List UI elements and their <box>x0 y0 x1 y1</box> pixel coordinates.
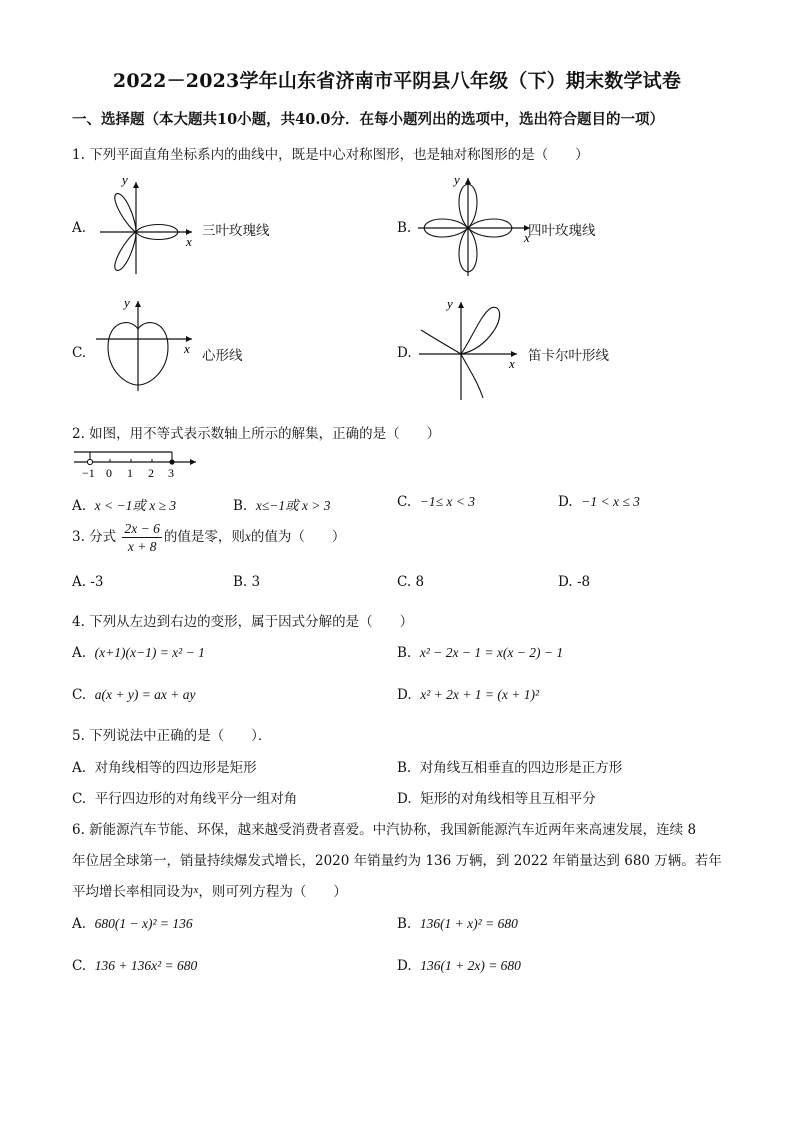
q4-option-c-text: a(x + y) = ax + ay <box>94 687 196 702</box>
question-3-stem <box>72 520 345 555</box>
q2-option-b-letter: B. <box>233 498 248 514</box>
q4-option-d-letter: D. <box>397 687 412 703</box>
q3-option-b-text: 3 <box>251 574 261 590</box>
q4-option-c-letter: C. <box>72 687 87 703</box>
q5-option-a-letter: A. <box>72 760 87 776</box>
q6-option-b-text: 136(1 + x)² = 680 <box>419 916 518 931</box>
q3-option-a-letter: A. <box>72 574 87 590</box>
q5-option-d-text: 矩形的对角线相等且互相平分 <box>420 791 596 807</box>
question-4-stem: 4. 下列从左边到右边的变形，属于因式分解的是（ ） <box>72 614 414 630</box>
q2-option-c-letter: C. <box>397 494 412 510</box>
q4-option-a-letter: A. <box>72 645 87 661</box>
tick-label-2: 2 <box>148 466 154 480</box>
q6-option-c-text: 136 + 136x² = 680 <box>94 958 198 973</box>
section-heading: 一、选择题（本大题共10小题，共40.0分．在每小题列出的选项中，选出符合题目的一项） <box>72 111 664 128</box>
q5-option-b-text: 对角线互相垂直的四边形是正方形 <box>419 760 623 776</box>
q3-prefix: 3. 分式 <box>72 529 117 545</box>
q3-option-c-text: 8 <box>415 574 425 590</box>
q3-denominator: x + 8 <box>127 539 157 554</box>
q1b-axis-y-label: y <box>454 172 460 187</box>
page-title: 2022－2023学年山东省济南市平阴县八年级（下）期末数学试卷 <box>112 70 682 92</box>
q1-option-b-caption: 四叶玫瑰线 <box>528 223 596 239</box>
question-6-line-3 <box>72 880 347 900</box>
q1-option-c-letter: C. <box>72 345 87 361</box>
question-1-stem: 1. 下列平面直角坐标系内的曲线中，既是中心对称图形，也是轴对称图形的是（ ） <box>72 147 589 163</box>
q2-option-a-text: x < −1或 x ≥ 3 <box>94 498 177 513</box>
q3-numerator: 2x − 6 <box>124 521 160 536</box>
q1-option-a-caption: 三叶玫瑰线 <box>202 223 270 239</box>
tick-label-0: 0 <box>106 466 112 480</box>
cardioid-graph <box>92 295 202 395</box>
q1-option-d-letter: D. <box>397 345 412 361</box>
tick-label-1: 1 <box>127 466 133 480</box>
q3-option-a-text: -3 <box>90 574 104 590</box>
q4-option-a-text: (x+1)(x−1) = x² − 1 <box>94 645 205 660</box>
q1a-axis-x-label: x <box>186 234 192 249</box>
q3-option-d-text: -8 <box>576 574 591 590</box>
q5-option-b-letter: B. <box>397 760 412 776</box>
q1b-axis-x-label: x <box>524 230 530 245</box>
q2-option-c-text: −1≤ x < 3 <box>419 494 475 509</box>
q3-option-d-letter: D. <box>558 574 573 590</box>
q6-option-b-letter: B. <box>397 916 412 932</box>
q3-option-c-letter: C. <box>397 574 412 590</box>
q1c-axis-x-label: x <box>184 341 190 356</box>
q1a-axis-y-label: y <box>122 172 128 187</box>
q3-suffix-b: 的值为（ ） <box>250 529 346 545</box>
q6-line-3-a: 平均增长率相同设为 <box>72 884 194 900</box>
q3-fraction <box>122 520 161 555</box>
q2-option-d-letter: D. <box>558 494 573 510</box>
q4-option-b-text: x² − 2x − 1 = x(x − 2) − 1 <box>419 645 564 660</box>
question-5-stem: 5. 下列说法中正确的是（ ）． <box>72 728 272 744</box>
q4-option-d-text: x² + 2x + 1 = (x + 1)² <box>420 687 539 702</box>
q1-option-a-letter: A. <box>72 220 87 236</box>
q5-option-c-text: 平行四边形的对角线平分一组对角 <box>94 791 298 807</box>
q4-option-b-letter: B. <box>397 645 412 661</box>
trifolium-graph <box>92 170 202 280</box>
question-6-line-2: 年位居全球第一，销量持续爆发式增长，2020 年销量约为 136 万辆，到 2022 年销量达到 680 万辆。若年 <box>72 853 722 869</box>
tick-label-3: 3 <box>168 466 174 480</box>
folium-of-descartes-graph <box>417 294 527 404</box>
q2-option-b-text: x≤−1或 x > 3 <box>255 498 331 513</box>
q6-variable: x <box>193 884 199 896</box>
q2-option-a-letter: A. <box>72 498 87 514</box>
q3-variable: x <box>244 529 251 544</box>
q6-option-a-text: 680(1 − x)² = 136 <box>94 916 193 931</box>
q1-option-b-letter: B. <box>397 220 412 236</box>
q3-suffix-a: 的值是零，则 <box>163 529 245 545</box>
number-line <box>72 446 200 482</box>
q6-option-c-letter: C. <box>72 958 87 974</box>
q3-option-b-letter: B. <box>233 574 248 590</box>
q1c-axis-y-label: y <box>124 295 130 310</box>
question-6-line-1: 6. 新能源汽车节能、环保，越来越受消费者喜爱。中汽协称，我国新能源汽车近两年来高速发展，连续 8 <box>72 822 697 838</box>
q6-option-a-letter: A. <box>72 916 87 932</box>
q1d-axis-y-label: y <box>447 296 453 311</box>
q5-option-d-letter: D. <box>397 791 412 807</box>
q5-option-c-letter: C. <box>72 791 87 807</box>
quadrifolium-graph <box>412 170 537 280</box>
q6-option-d-text: 136(1 + 2x) = 680 <box>420 958 521 973</box>
q6-line-3-b: ，则可列方程为（ ） <box>198 884 347 900</box>
q5-option-a-text: 对角线相等的四边形是矩形 <box>94 760 257 776</box>
q1d-axis-x-label: x <box>509 356 515 371</box>
q1-option-c-caption: 心形线 <box>202 348 243 364</box>
q1-option-d-caption: 笛卡尔叶形线 <box>528 348 609 364</box>
question-2-stem: 2. 如图，用不等式表示数轴上所示的解集，正确的是（ ） <box>72 426 441 442</box>
q2-option-d-text: −1 < x ≤ 3 <box>581 494 640 509</box>
tick-label-neg1: −1 <box>82 466 95 480</box>
q6-option-d-letter: D. <box>397 958 412 974</box>
